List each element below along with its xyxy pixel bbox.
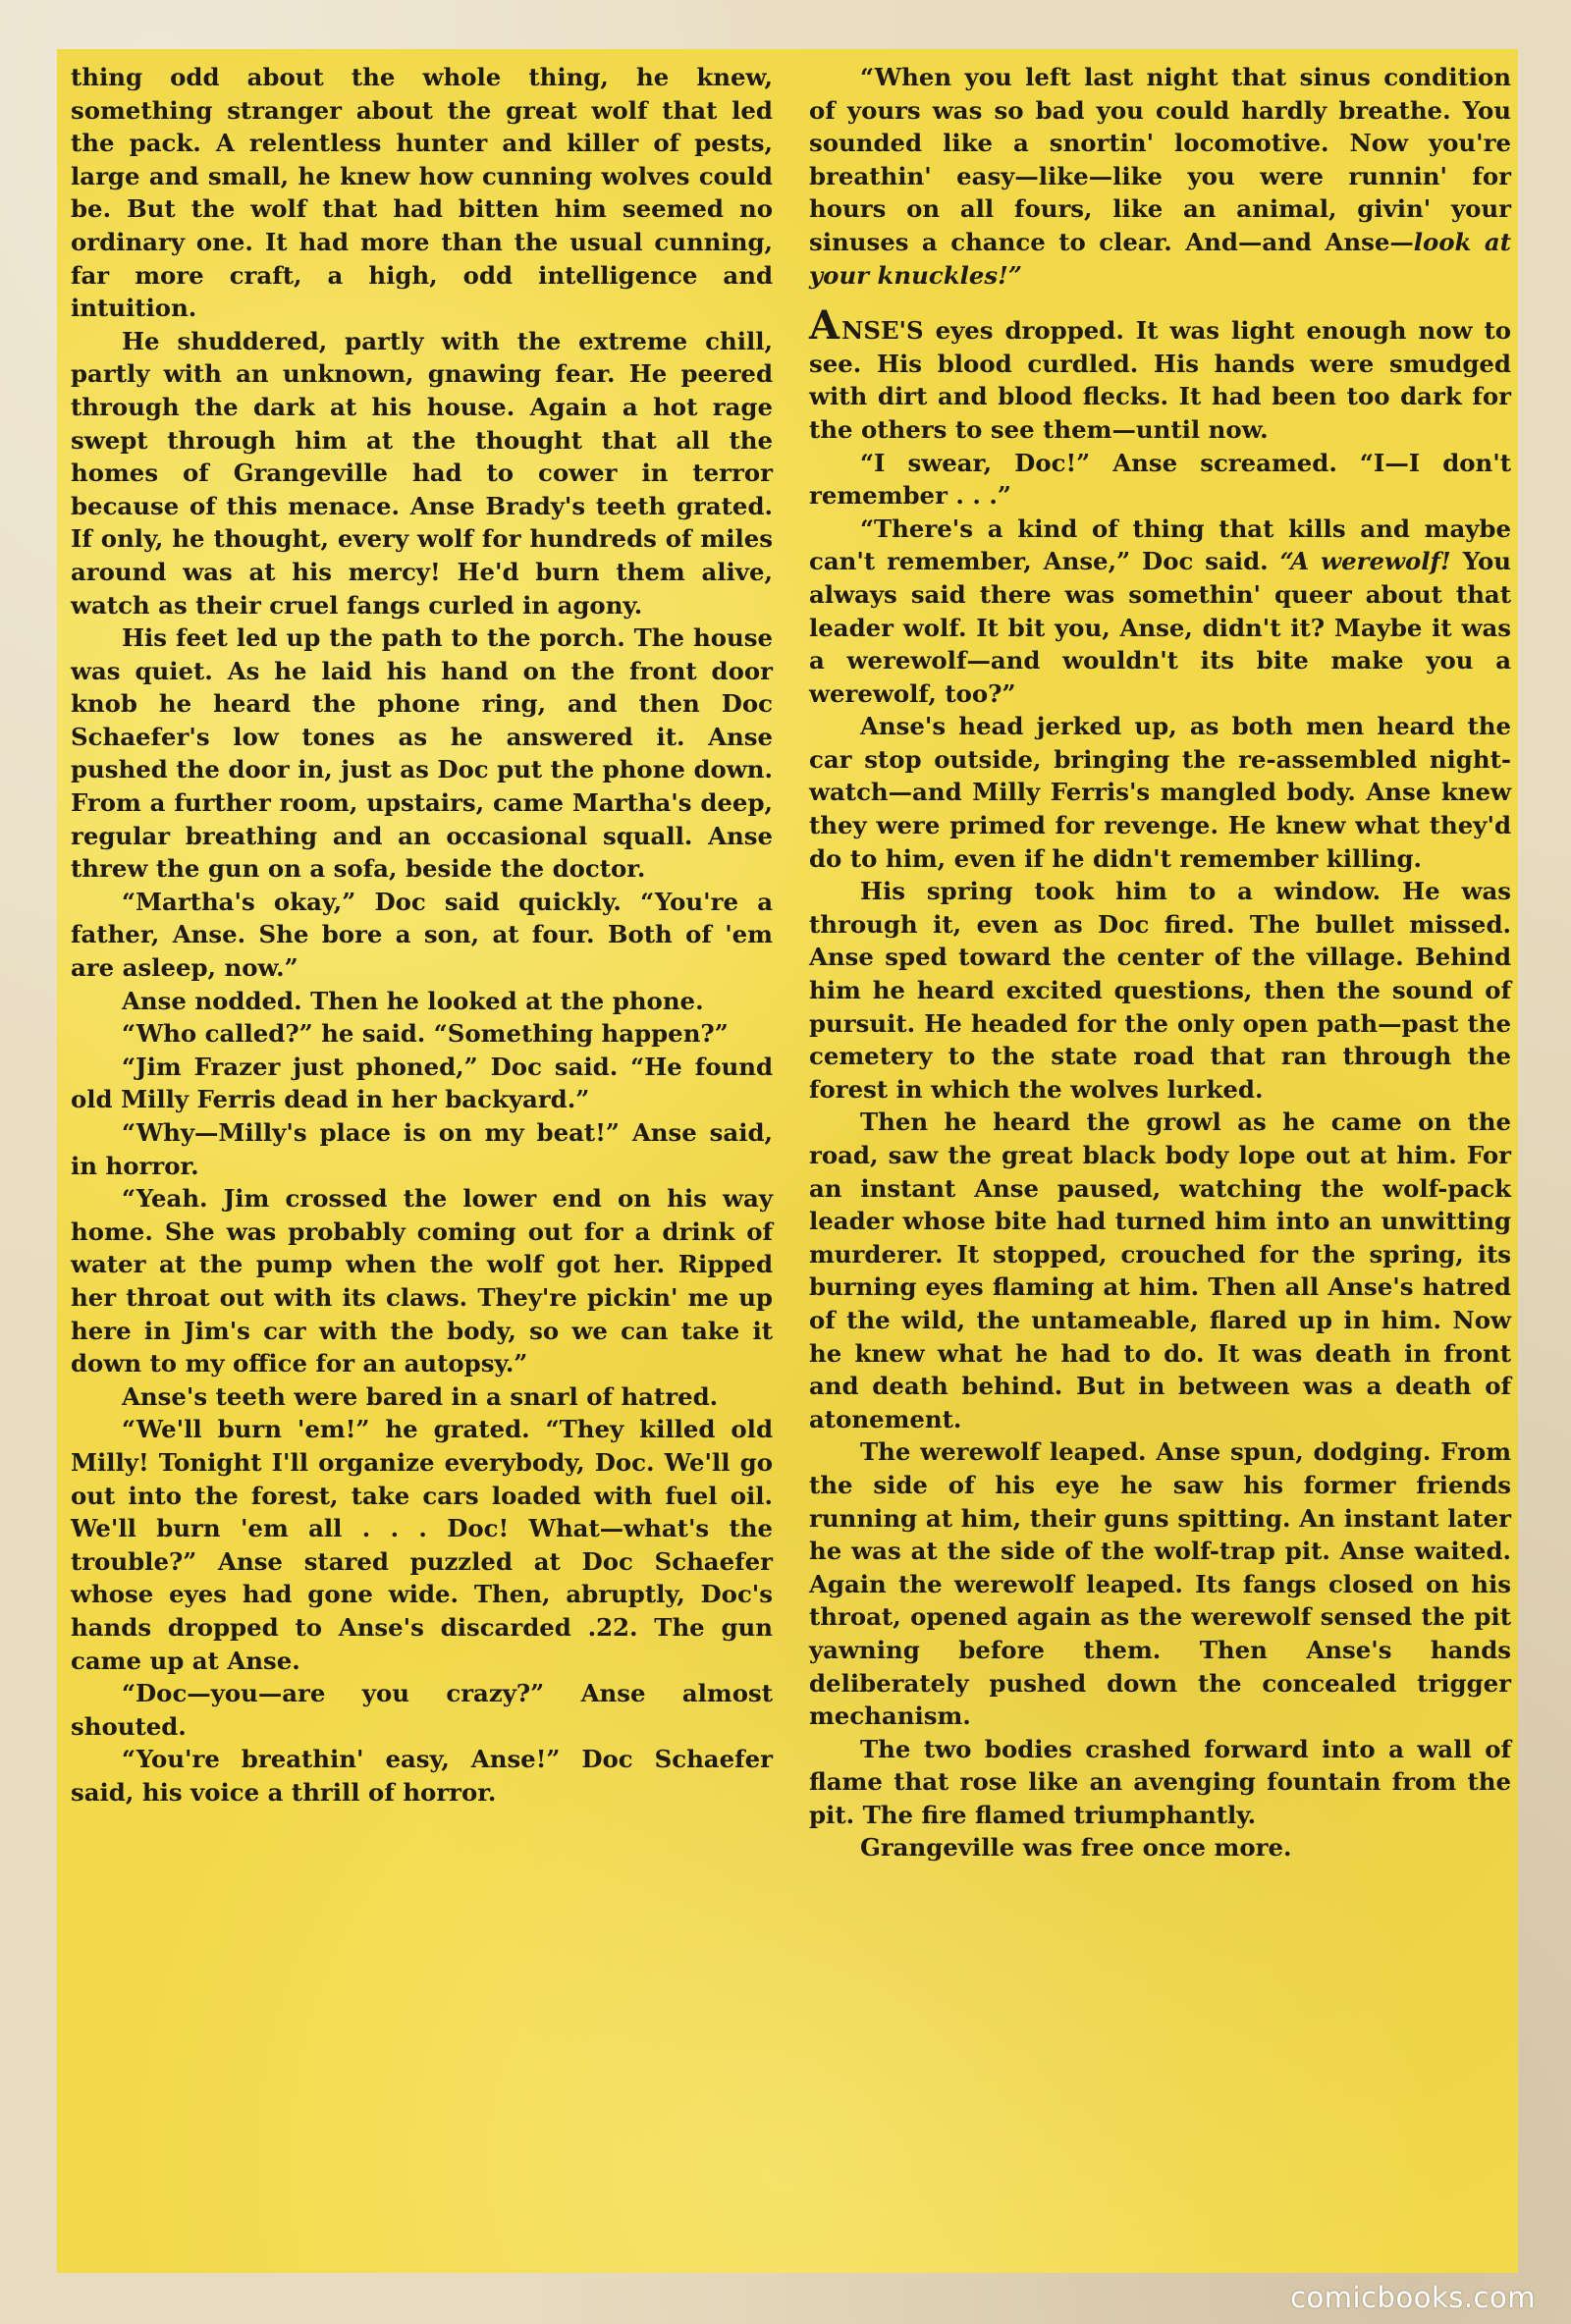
paragraph-text: “When you left last night that sinus condition of yours was so bad you could hardly breathe. You sounded like a snortin' locomotive. Now you're breathin' easy—like—like you were runnin' for hours on all fours, like an animal, givin' your sinuses a chance to clear. And—and Anse— [809,63,1511,256]
drop-cap: A [809,302,840,350]
story-page [57,49,1518,2273]
paragraph: He shuddered, partly with the extreme chill, partly with an unknown, gnawing fear. He peered through the dark at his house. Again a hot rage swept through him at the thought that all the homes of Grangeville had to cower in terror because of this menace. Anse Brady's teeth grated. If only, he thought, every wolf for hundreds of miles around was at his mercy! He'd burn them alive, watch as their cruel fangs curled in agony. [71,326,773,620]
paragraph: “Jim Frazer just phoned,” Doc said. “He found old Milly Ferris dead in her backyard.” [71,1052,773,1114]
paragraph: “We'll burn 'em!” he grated. “They killed old Milly! Tonight I'll organize everybody, Doc. We'll go out into the forest, take cars loaded with fuel oil. We'll burn 'em all . . . Doc! What—what's the trouble?” Anse stared puzzled at Doc Schaefer whose eyes had gone wide. Then, abruptly, Doc's hands dropped to Anse's discarded .22. The gun came up at Anse. [71,1415,773,1675]
paragraph: “Doc—you—are you crazy?” Anse almost shouted. [71,1679,773,1741]
paragraph: “I swear, Doc!” Anse screamed. “I—I don't remember . . .” [809,448,1511,511]
paragraph [809,513,1511,711]
paragraph-text: You always said there was somethin' queer about that leader wolf. It bit you, Anse, didn't it? Maybe it was a werewolf—and wouldn't its bite make you a werewolf, too?” [809,547,1511,708]
site-watermark: comicbooks.com [1290,2281,1536,2314]
emphasis-text: look at your knuckles!” [809,227,1511,290]
paragraph [809,61,1511,292]
paragraph: Then he heard the growl as he came on the road, saw the great black body lope out at him. For an instant Anse paused, watching the wolf-pack leader whose bite had turned him into an unwitting murderer. It stopped, crouched for the spring, its burning eyes flaming at him. Then all Anse's hatred of the wild, the untameable, flared up in him. Now he knew what he had to do. It was death in front and death behind. But in between was a death of atonement. [809,1108,1511,1433]
paragraph: “Who called?” he said. “Something happen?” [122,1019,729,1049]
section-start-paragraph [809,302,1511,446]
paragraph-text: NSE'S eyes dropped. It was light enough now to see. His blood curdled. His hands were smudged with dirt and blood flecks. It had been too dark for the others to see them—until now. [809,316,1511,444]
paragraph: “Martha's okay,” Doc said quickly. “You're a father, Anse. She bore a son, at four. Both of 'em are asleep, now.” [71,887,773,983]
paragraph: thing odd about the whole thing, he knew, something stranger about the great wolf that led the pack. A relentless hunter and killer of pests, large and small, he knew how cunning wolves could be. But the wolf that had bitten him seemed no ordinary one. It had more than the usual cunning, far more craft, a high, odd intelligence and intuition. [71,63,773,323]
paragraph: His feet led up the path to the porch. The house was quiet. As he laid his hand on the front door knob he heard the phone ring, and then Doc Schaefer's low tones as he answered it. Anse pushed the door in, just as Doc put the phone down. From a further room, upstairs, came Martha's deep, regular breathing and an occasional squall. Anse threw the gun on a sofa, beside the doctor. [71,623,773,884]
paragraph: “You're breathin' easy, Anse!” Doc Schaefer said, his voice a thrill of horror. [71,1745,773,1807]
paragraph: His spring took him to a window. He was through it, even as Doc fired. The bullet missed. Anse sped toward the center of the village. Behind him he heard excited questions, then the sound of pursuit. He headed for the only open path—past the cemetery to the state road that ran through the forest in which the wolves lurked. [809,877,1511,1104]
paragraph-text: “There's a kind of thing that kills and maybe can't remember, Anse,” Doc said. [809,513,1511,576]
paragraph: Grangeville was free once more. [860,1833,1292,1863]
paragraph: “Yeah. Jim crossed the lower end on his way home. She was probably coming out for a drink of water at the pump when the wolf got her. Ripped her throat out with its claws. They're pickin' me up here in Jim's car with the body, so we can take it down to my office for an autopsy.” [71,1184,773,1378]
paragraph: The werewolf leaped. Anse spun, dodging. From the side of his eye he saw his former friends running at him, their guns spitting. An instant later he was at the side of the wolf-trap pit. Anse waited. Again the werewolf leaped. Its fangs closed on his throat, opened again as the werewolf sensed the pit yawning before them. Then Anse's hands deliberately pushed down the concealed trigger mechanism. [809,1437,1511,1731]
paragraph: The two bodies crashed forward into a wall of flame that rose like an avenging fountain from the pit. The fire flamed triumphantly. [809,1734,1511,1829]
emphasis-text: “A werewolf! [1279,547,1451,576]
left-column [71,61,773,1809]
paragraph: Anse's head jerked up, as both men heard the car stop outside, bringing the re-assembled night-watch—and Milly Ferris's mangled body. Anse knew they were primed for revenge. He knew what they'd do to him, even if he didn't remember killing. [809,712,1511,873]
right-column [809,61,1511,1865]
paragraph: Anse's teeth were bared in a snarl of hatred. [122,1381,719,1411]
paragraph: “Why—Milly's place is on my beat!” Anse said, in horror. [71,1118,773,1180]
paragraph: Anse nodded. Then he looked at the phone. [122,986,704,1015]
